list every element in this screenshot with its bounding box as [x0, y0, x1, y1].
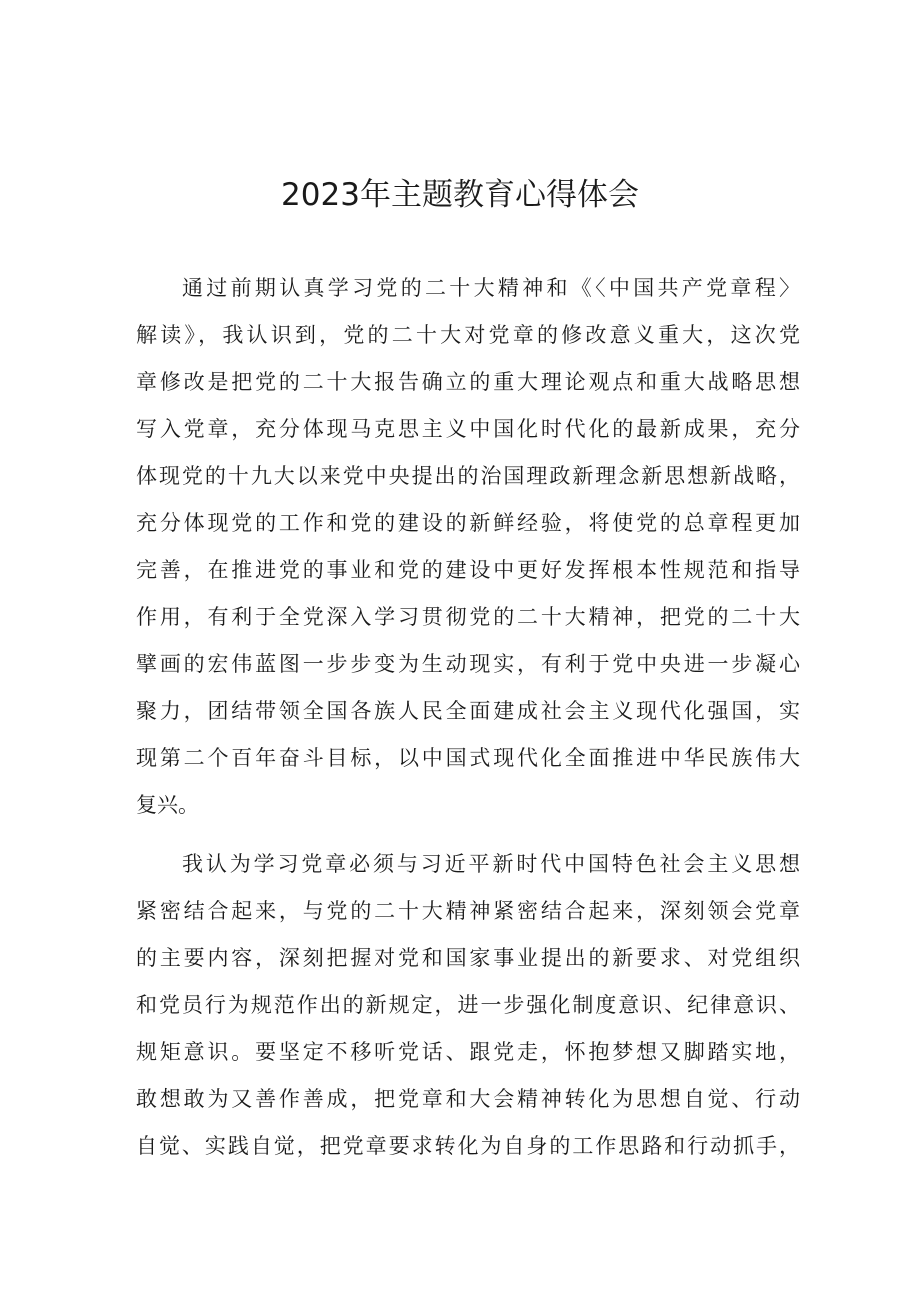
paragraph-1-line: 通过前期认真学习党的二十大精神和《〈中国共产党章程〉	[182, 276, 800, 300]
paragraph-1-line: 完善，在推进党的事业和党的建设中更好发挥根本性规范和指导	[136, 558, 800, 582]
paragraph-1-line: 现第二个百年奋斗目标，以中国式现代化全面推进中华民族伟大	[136, 746, 800, 770]
paragraph-2-line: 敢想敢为又善作善成，把党章和大会精神转化为思想自觉、行动	[136, 1087, 800, 1111]
paragraph-1-line: 复兴。	[136, 793, 199, 817]
paragraph-2-line: 紧密结合起来，与党的二十大精神紧密结合起来，深刻领会党章	[136, 899, 800, 923]
paragraph-1-line: 擘画的宏伟蓝图一步步变为生动现实，有利于党中央进一步凝心	[136, 652, 800, 676]
paragraph-1-line: 解读》，我认识到，党的二十大对党章的修改意义重大，这次党	[136, 323, 800, 347]
paragraph-2-line: 自觉、实践自觉，把党章要求转化为自身的工作思路和行动抓手，	[136, 1134, 800, 1158]
paragraph-2-line: 我认为学习党章必须与习近平新时代中国特色社会主义思想	[182, 852, 800, 876]
paragraph-1-line: 体现党的十九大以来党中央提出的治国理政新理念新思想新战略，	[136, 464, 800, 488]
paragraph-1-line: 作用，有利于全党深入学习贯彻党的二十大精神，把党的二十大	[136, 605, 800, 629]
paragraph-1-line: 聚力，团结带领全国各族人民全面建成社会主义现代化强国，实	[136, 699, 800, 723]
paragraph-1-line: 写入党章，充分体现马克思主义中国化时代化的最新成果，充分	[136, 417, 800, 441]
paragraph-2-line: 规矩意识。要坚定不移听党话、跟党走，怀抱梦想又脚踏实地，	[136, 1040, 800, 1064]
paragraph-1-line: 充分体现党的工作和党的建设的新鲜经验，将使党的总章程更加	[136, 511, 800, 535]
document-title: 2023年主题教育心得体会	[281, 177, 639, 213]
paragraph-2-line: 和党员行为规范作出的新规定，进一步强化制度意识、纪律意识、	[136, 993, 800, 1017]
paragraph-2-line: 的主要内容，深刻把握对党和国家事业提出的新要求、对党组织	[136, 946, 800, 970]
paragraph-1-line: 章修改是把党的二十大报告确立的重大理论观点和重大战略思想	[136, 370, 800, 394]
